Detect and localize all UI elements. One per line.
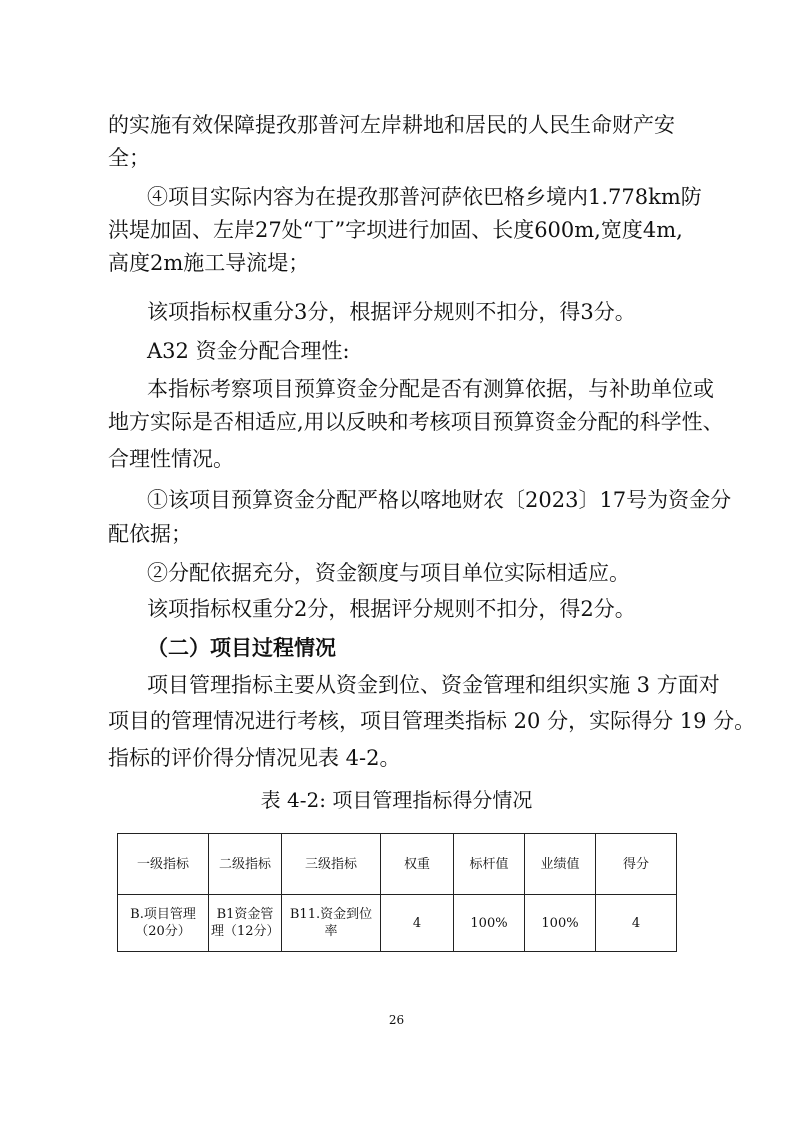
level3-cell: B11.资金到位率 <box>282 895 381 952</box>
section-heading: （二）项目过程情况 <box>147 636 336 660</box>
paragraph-line: A32 资金分配合理性: <box>147 339 350 363</box>
header-cell: 权重 <box>381 834 454 895</box>
paragraph-line: ①该项目预算资金分配严格以喀地财农〔2023〕17号为资金分 <box>147 488 732 512</box>
header-cell: 得分 <box>596 834 677 895</box>
page-number: 26 <box>388 1013 405 1027</box>
paragraph-line: 高度2m施工导流堤； <box>108 251 310 275</box>
paragraph-line: 指标的评价得分情况见表 4-2。 <box>108 746 401 770</box>
paragraph-line: ④项目实际内容为在提孜那普河萨依巴格乡境内1.778km防 <box>147 185 702 209</box>
table-caption: 表 4-2: 项目管理指标得分情况 <box>260 788 533 812</box>
table-row <box>118 895 677 952</box>
paragraph-line: ②分配依据充分，资金额度与项目单位实际相适应。 <box>147 561 630 585</box>
performance-cell: 100% <box>525 895 596 952</box>
header-cell: 标杆值 <box>454 834 525 895</box>
header-cell: 一级指标 <box>118 834 209 895</box>
indicator-table <box>117 833 677 952</box>
paragraph-line: 该项指标权重分3分，根据评分规则不扣分，得3分。 <box>147 300 636 324</box>
paragraph-line: 的实施有效保障提孜那普河左岸耕地和居民的人民生命财产安 <box>108 113 675 137</box>
benchmark-cell: 100% <box>454 895 525 952</box>
table-header-row <box>118 834 677 895</box>
header-cell: 二级指标 <box>209 834 282 895</box>
paragraph-line: 项目的管理情况进行考核，项目管理类指标 20 分，实际得分 19 分。 <box>108 709 756 733</box>
paragraph-line: 合理性情况。 <box>108 447 234 471</box>
header-cell: 三级指标 <box>282 834 381 895</box>
header-cell: 业绩值 <box>525 834 596 895</box>
weight-cell: 4 <box>381 895 454 952</box>
paragraph-line: 洪堤加固、左岸27处“丁”字坝进行加固、长度600m,宽度4m, <box>108 218 683 242</box>
level2-cell: B1资金管理（12分） <box>209 895 282 952</box>
paragraph-line: 该项指标权重分2分，根据评分规则不扣分，得2分。 <box>147 597 636 621</box>
paragraph-line: 全； <box>108 146 150 170</box>
paragraph-line: 配依据； <box>108 522 192 546</box>
paragraph-line: 项目管理指标主要从资金到位、资金管理和组织实施 3 方面对 <box>147 673 720 697</box>
level1-cell: B.项目管理（20分） <box>118 895 209 952</box>
paragraph-line: 地方实际是否相适应,用以反映和考核项目预算资金分配的科学性、 <box>108 410 724 434</box>
score-cell: 4 <box>596 895 677 952</box>
paragraph-line: 本指标考察项目预算资金分配是否有测算依据，与补助单位或 <box>147 377 714 401</box>
